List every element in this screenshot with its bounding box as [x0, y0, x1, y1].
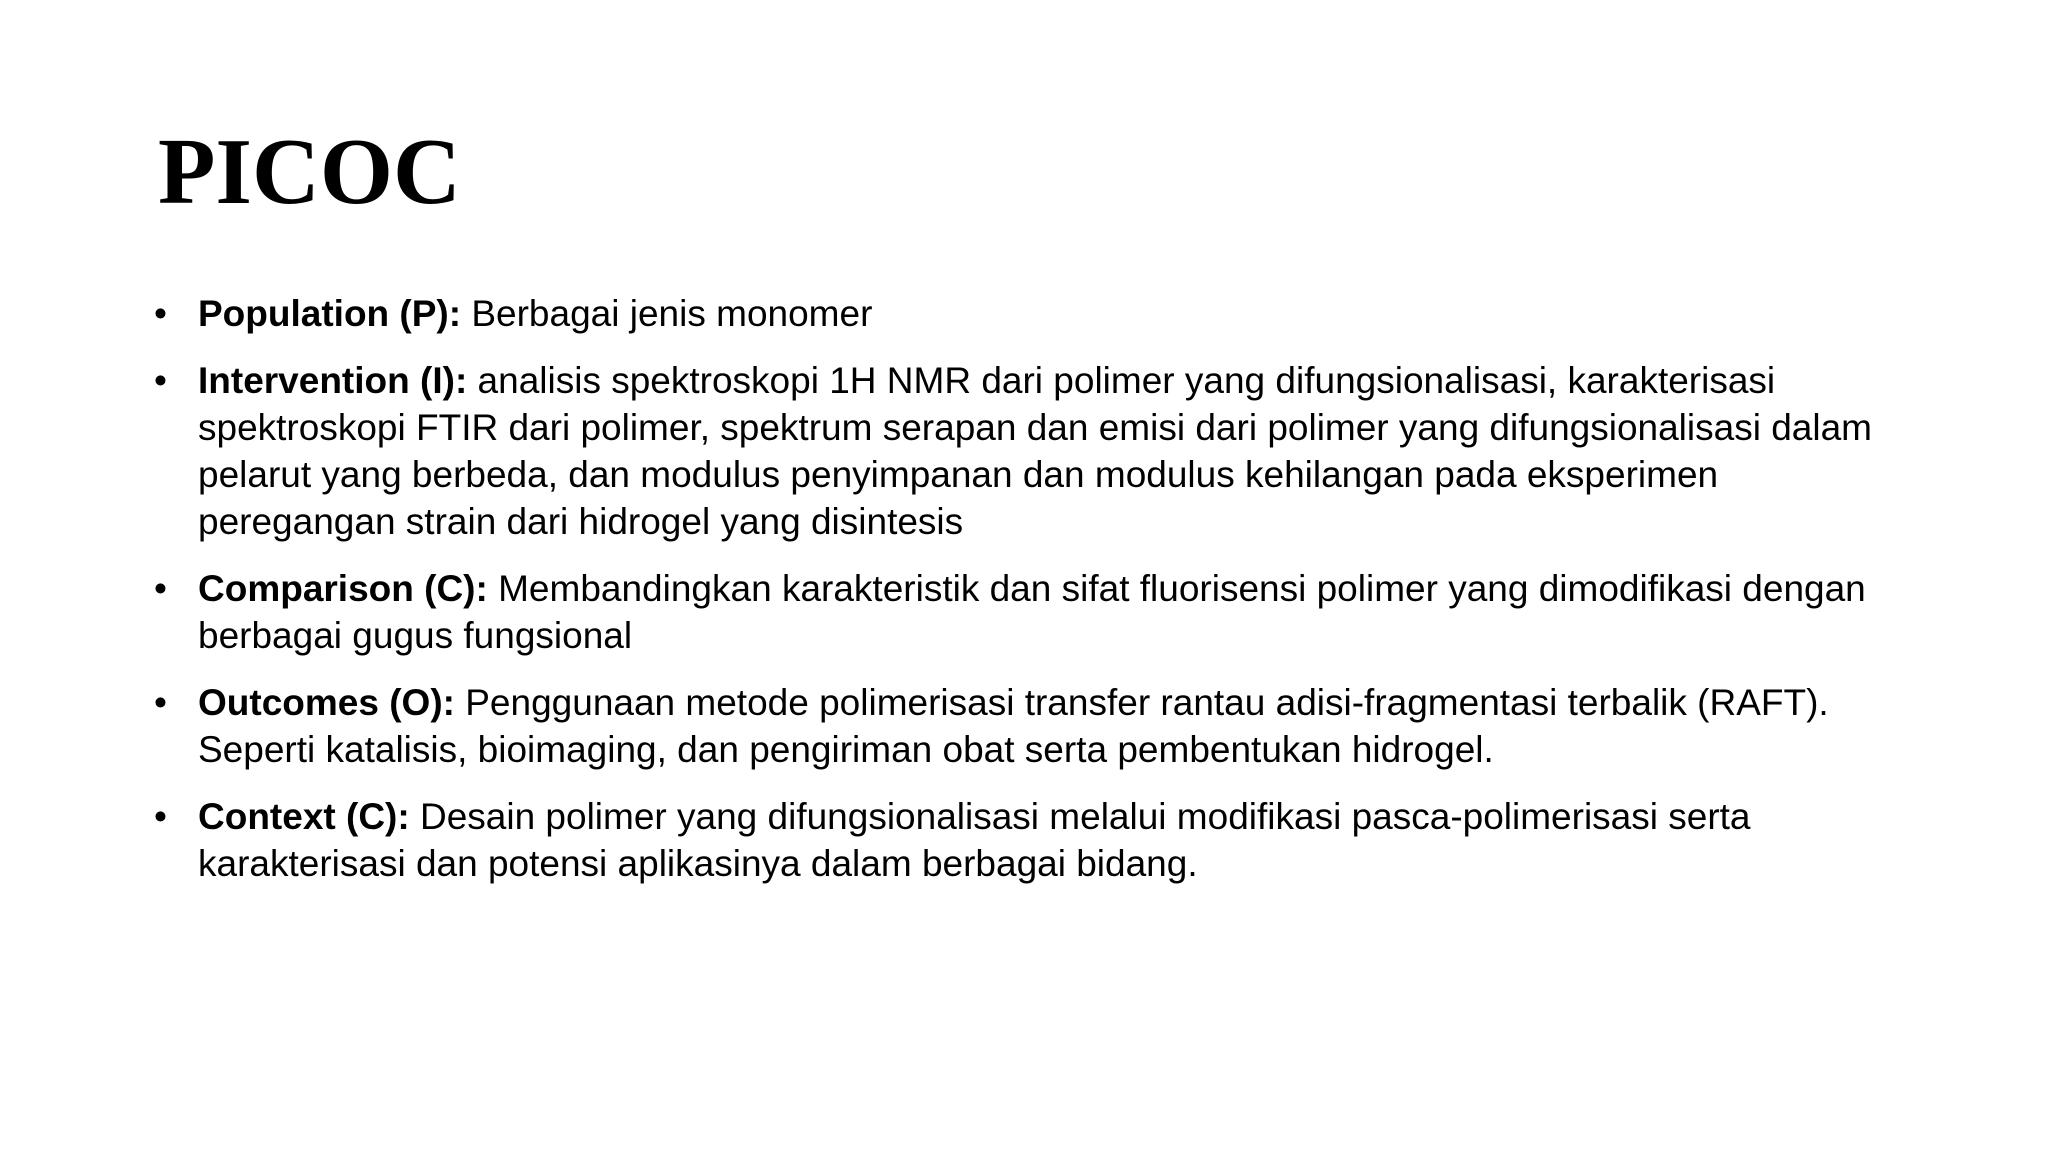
list-item-comparison [150, 565, 1910, 659]
item-text: analisis spektroskopi 1H NMR dari polimer yang difungsionalisasi, karakterisasi spektroskopi FTIR dari polimer, spektrum serapan dan emisi dari polimer yang difungsionalisasi dalam pelarut yang berbeda, dan modulus penyimpanan dan modulus kehilangan pada eksperimen peregangan strain dari hidrogel yang disintesis [198, 360, 1872, 542]
slide-title: PICOC [158, 120, 461, 224]
list-item-outcomes [150, 679, 1910, 773]
item-label: Comparison (C): [198, 568, 488, 609]
bullet-icon: • [154, 360, 167, 401]
bullet-icon: • [154, 682, 167, 723]
item-label: Population (P): [198, 293, 462, 334]
bullet-icon: • [154, 293, 167, 334]
list-item-intervention [150, 357, 1910, 545]
item-text: Penggunaan metode polimerisasi transfer rantau adisi-fragmentasi terbalik (RAFT). Seperti katalisis, bioimaging, dan pengiriman obat serta pembentukan hidrogel. [198, 682, 1829, 770]
bullet-icon: • [154, 568, 167, 609]
item-text: Berbagai jenis monomer [461, 293, 873, 334]
item-label: Intervention (I): [198, 360, 468, 401]
item-text: Membandingkan karakteristik dan sifat fluorisensi polimer yang dimodifikasi dengan berbagai gugus fungsional [198, 568, 1866, 656]
list-item-population [150, 290, 1910, 337]
bullet-list [150, 290, 1910, 907]
item-label: Outcomes (O): [198, 682, 455, 723]
bullet-icon: • [154, 796, 167, 837]
item-text: Desain polimer yang difungsionalisasi melalui modifikasi pasca-polimerisasi serta karakterisasi dan potensi aplikasinya dalam berbagai bidang. [198, 796, 1751, 884]
list-item-context [150, 793, 1910, 887]
item-label: Context (C): [198, 796, 410, 837]
